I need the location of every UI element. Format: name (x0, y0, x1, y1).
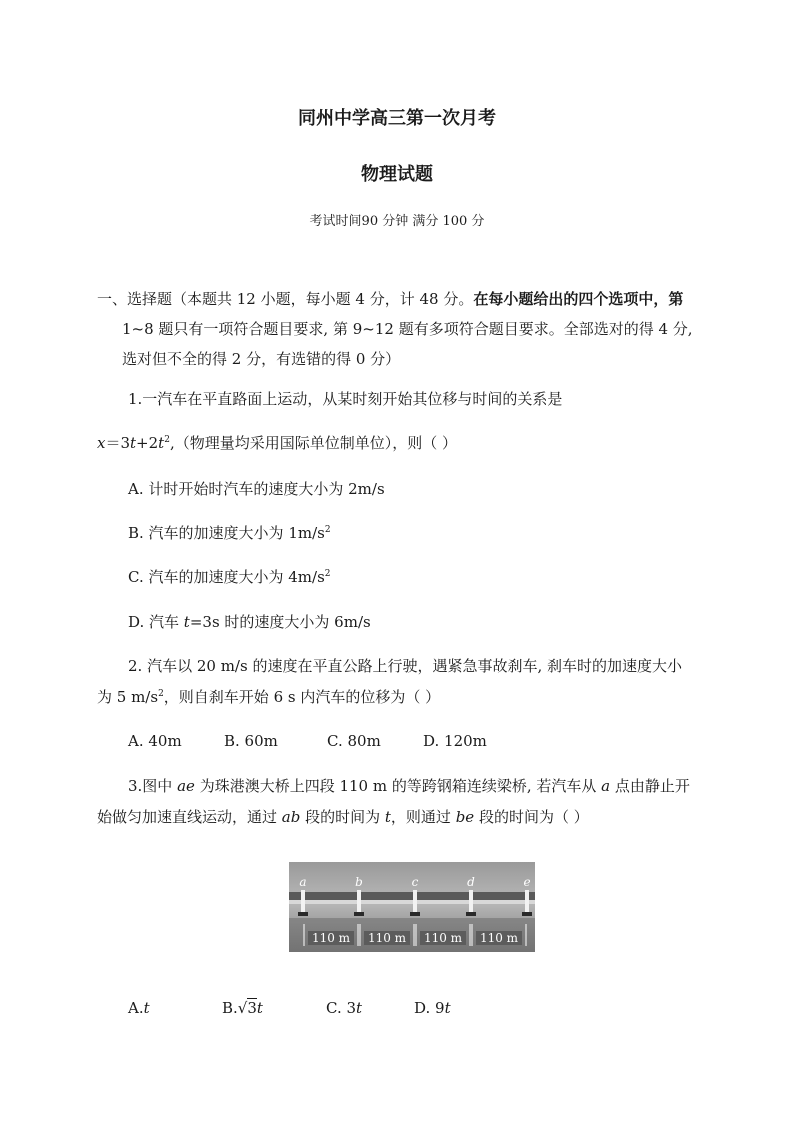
q3-var-be: be (455, 808, 475, 826)
q3-line1-mid: 为珠港澳大桥上四段 110 m 的等跨钢箱连续梁桥, 若汽车从 (194, 777, 602, 795)
q1-option-c (128, 566, 331, 587)
q1-formula (97, 432, 457, 453)
q3-line2-mid: 段的时间为 (300, 808, 385, 826)
point-label-d: d (467, 875, 475, 889)
q2-option-b: B. 60m (224, 732, 278, 750)
q1-var-x: x (97, 434, 106, 452)
q3-line2-mid2: ，则通过 (390, 808, 456, 826)
q1-option-d (128, 611, 371, 632)
bridge-figure (289, 862, 535, 952)
span-label-4: 110 m (479, 931, 519, 945)
span-label-2: 110 m (367, 931, 407, 945)
section1-heading (97, 288, 683, 309)
exam-title: 同州中学高三第一次月考 (298, 108, 496, 129)
q1-option-a: A. 计时开始时汽车的速度大小为 2m/s (128, 480, 385, 498)
q1-option-b-sup: 2 (324, 525, 331, 535)
q1-option-d-pre: D. 汽车 (128, 613, 184, 631)
point-label-a: a (299, 875, 307, 889)
q2-option-c: C. 80m (327, 732, 381, 750)
point-label-b: b (355, 875, 363, 889)
q3-line1-pre: 3.图中 (128, 777, 178, 795)
q2-options (128, 732, 487, 750)
q2-option-d: D. 120m (423, 732, 487, 750)
q2-line2-sup: 2 (158, 689, 164, 699)
q3-option-b: B.√3t (222, 999, 263, 1017)
q2-line1: 2. 汽车以 20 m/s 的速度在平直公路上行驶，遇紧急事故刹车, 刹车时的加速度大小 (128, 657, 682, 675)
q1-plus: +2 (136, 434, 159, 452)
section1-line2: 1~8 题只有一项符合题目要求, 第 9~12 题有多项符合题目要求。全部选对的得 4 分, (122, 320, 693, 338)
q3-line2 (97, 806, 589, 827)
span-label-3: 110 m (423, 931, 463, 945)
q1-option-b (128, 522, 331, 543)
q1-option-b-text: B. 汽车的加速度大小为 1m/s (128, 524, 325, 542)
q1-var-t1: t (130, 434, 137, 452)
bridge-illustration (289, 862, 535, 952)
section1-heading-plain: 一、选择题（本题共 12 小题，每小题 4 分，计 48 分。 (97, 290, 474, 308)
q2-line2-post: ，则自刹车开始 6 s 内汽车的位移为（ ） (163, 688, 441, 706)
q1-option-c-sup: 2 (324, 569, 331, 579)
section1-heading-bold: 在每小题给出的四个选项中，第 (473, 290, 684, 308)
exam-info: 考试时间90 分钟 满分 100 分 (309, 214, 485, 229)
section1-line3: 选对但不全的得 2 分，有选错的得 0 分） (122, 350, 401, 368)
subject-title: 物理试题 (361, 164, 433, 185)
q3-option-c: C. 3t (326, 999, 363, 1017)
q3-var-ae: ae (177, 777, 195, 795)
q3-var-ab: ab (281, 808, 301, 826)
q1-var-t2: t (158, 434, 165, 452)
q3-line2-pre: 始做匀加速直线运动，通过 (97, 808, 282, 826)
q1-sup: 2 (164, 435, 170, 445)
q3-line2-post: 段的时间为（ ） (474, 808, 589, 826)
q1-stem: 1.一汽车在平直路面上运动，从某时刻开始其位移与时间的关系是 (128, 390, 563, 408)
point-label-c: c (411, 875, 419, 889)
q2-line2-pre: 为 5 m/s (97, 688, 159, 706)
span-label-1: 110 m (311, 931, 351, 945)
q1-option-d-post: =3s 时的速度大小为 6m/s (189, 613, 371, 631)
point-label-e: e (523, 875, 531, 889)
q3-option-d: D. 9t (414, 999, 451, 1017)
q1-option-c-text: C. 汽车的加速度大小为 4m/s (128, 568, 325, 586)
q3-line1-post: 点由静止开 (610, 777, 690, 795)
q1-eq: ＝3 (105, 434, 131, 452)
q3-line1 (128, 775, 690, 796)
q3-options (128, 998, 451, 1017)
q3-option-a: A.t (128, 999, 150, 1017)
q2-option-a: A. 40m (128, 732, 182, 750)
q3-var-t: t (384, 808, 391, 826)
q2-line2 (97, 686, 440, 707)
q3-var-a: a (601, 777, 611, 795)
q1-rest: ,（物理量均采用国际单位制单位），则（ ） (169, 434, 457, 452)
q1-option-d-t: t (183, 613, 190, 631)
